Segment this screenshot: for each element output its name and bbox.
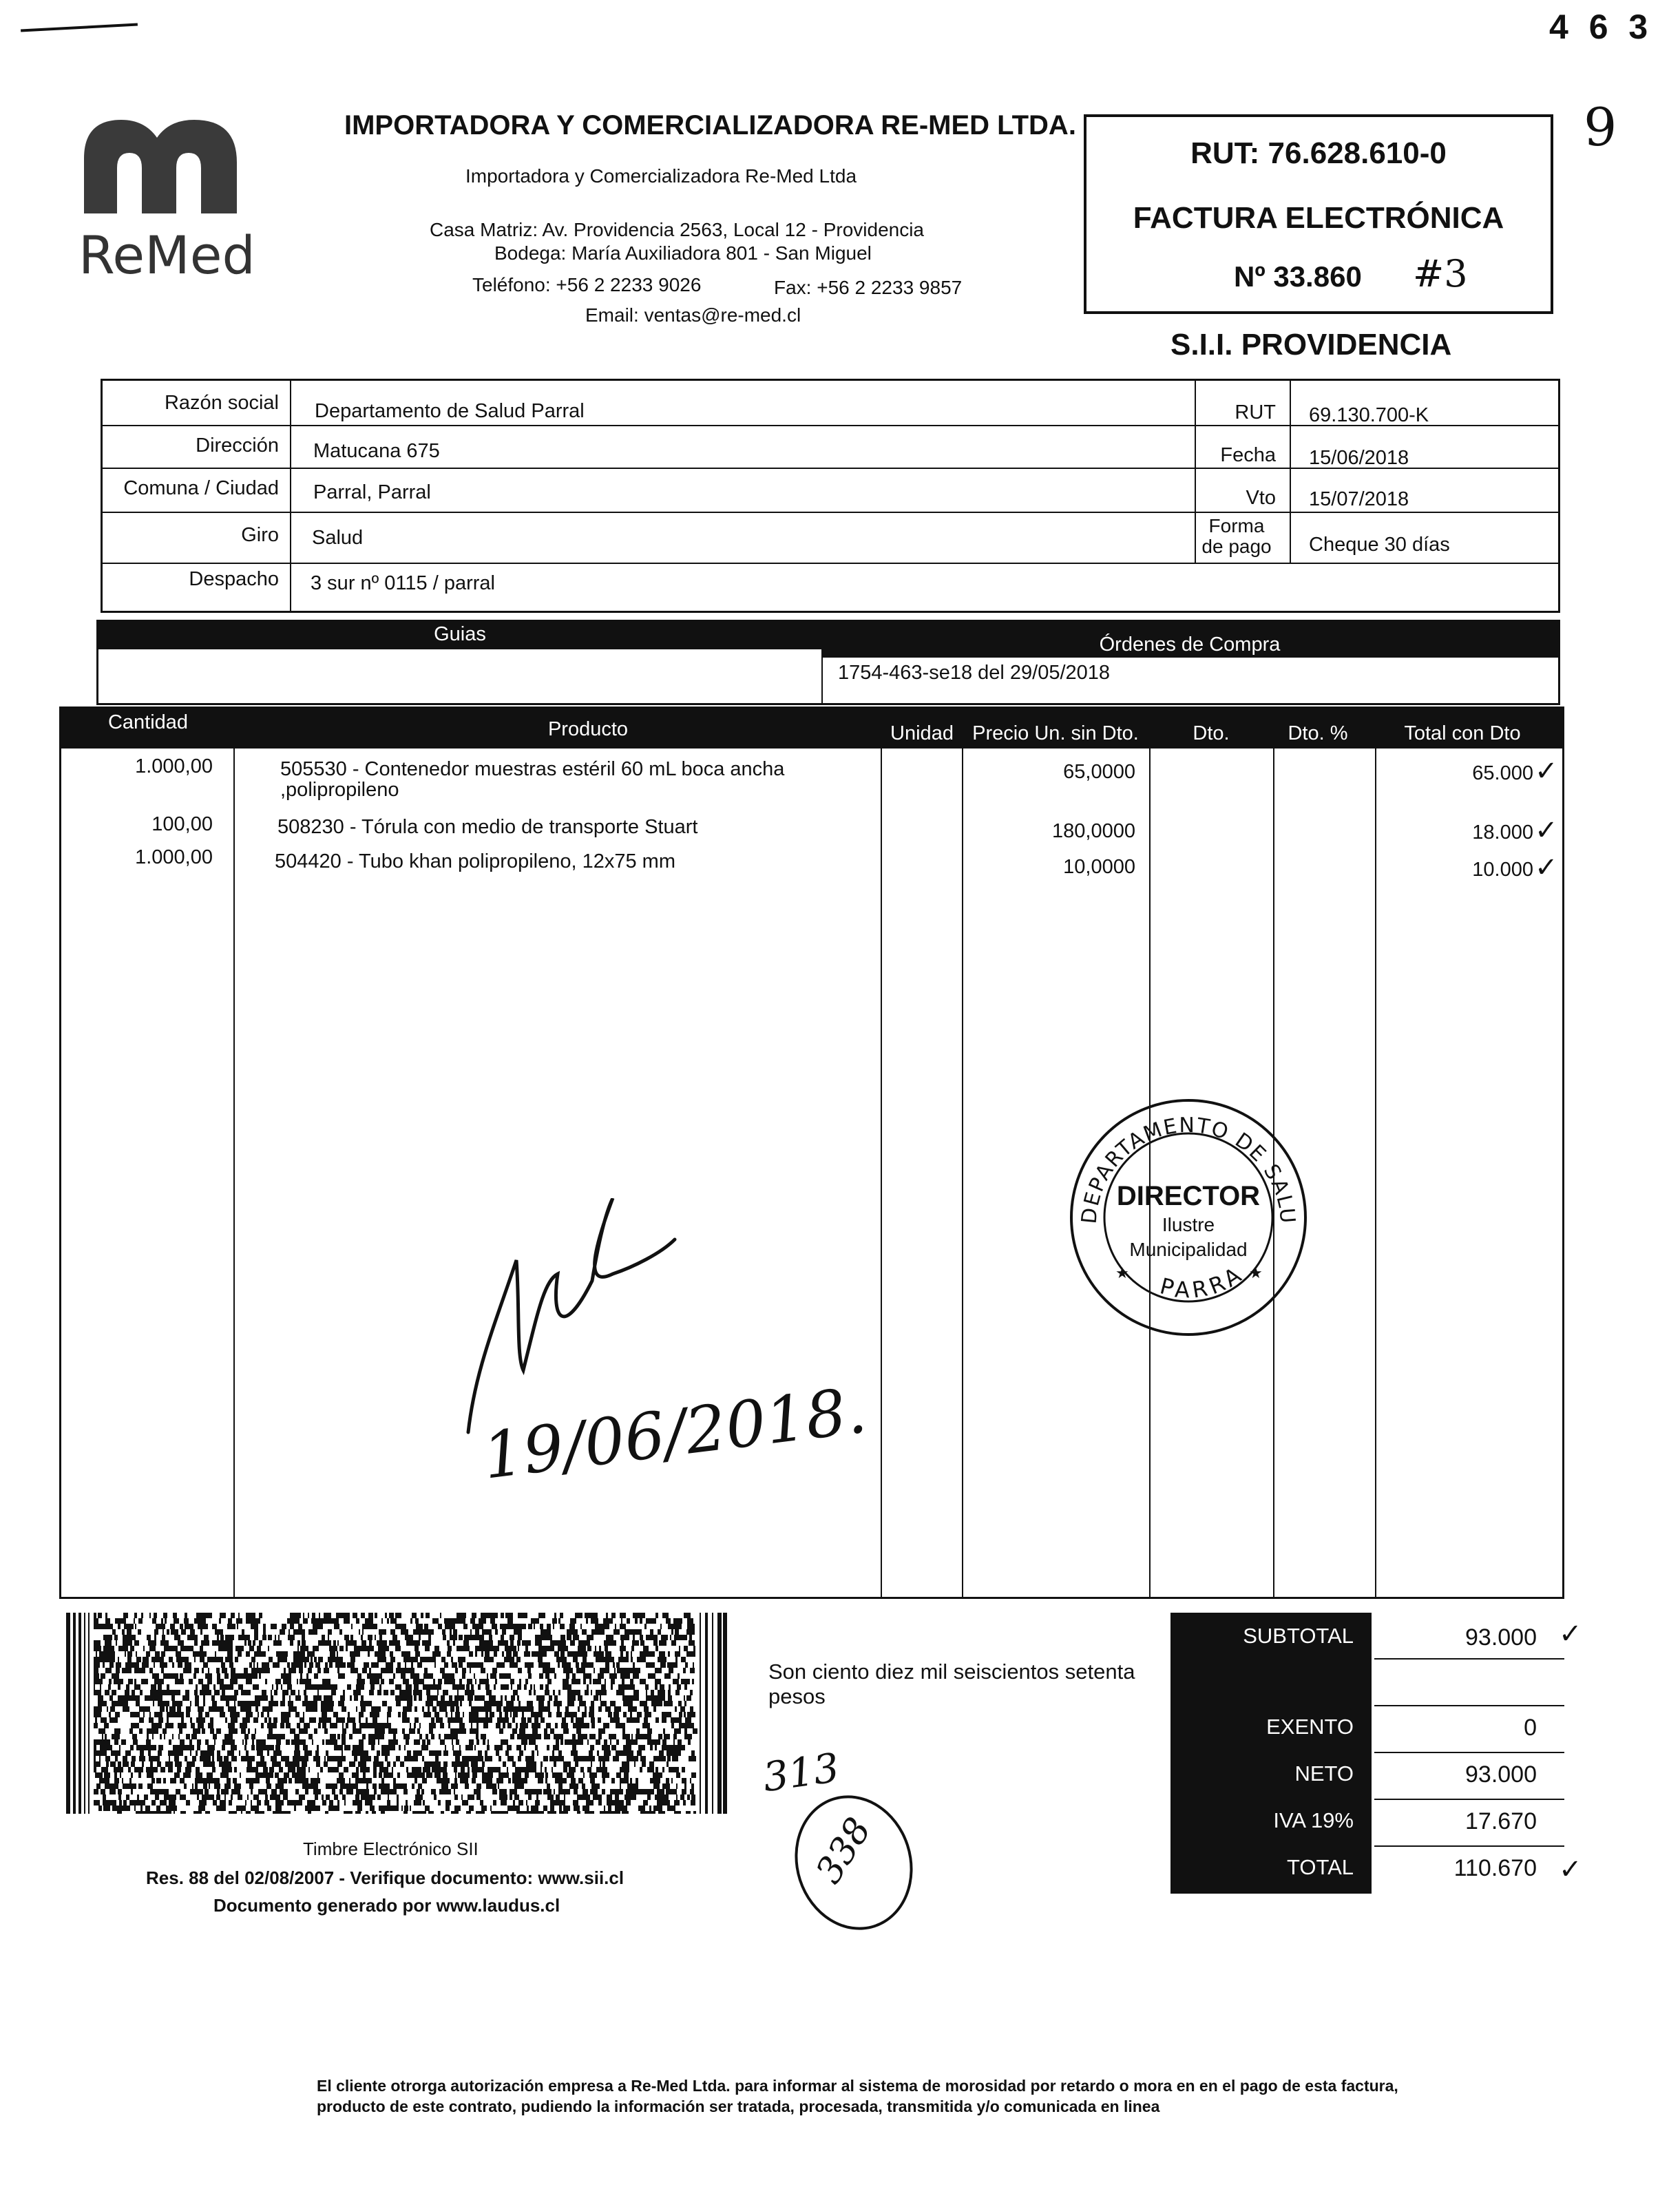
- handwritten-margin-mark: 9: [1584, 96, 1617, 158]
- invoice-number: Nº 33.860: [1234, 260, 1362, 293]
- col-producto: Producto: [547, 718, 629, 740]
- direccion-label: Dirección: [196, 435, 279, 457]
- handwritten-date: 19/06/2018.: [479, 1373, 870, 1494]
- check-mark-icon: ✓: [1535, 756, 1558, 786]
- document-id-box: [1084, 114, 1553, 314]
- item-3-precio: 10,0000: [1063, 856, 1135, 878]
- client-rut-label: RUT: [1235, 401, 1276, 423]
- total-label: TOTAL: [1170, 1847, 1372, 1894]
- ordenes-header: Órdenes de Compra: [821, 622, 1558, 658]
- stamp-center-line3: Municipalidad: [1129, 1239, 1248, 1260]
- check-mark-icon: ✓: [1535, 852, 1558, 883]
- orden-compra-value: 1754-463-se18 del 29/05/2018: [838, 662, 1111, 684]
- svg-text:★: ★: [1115, 1264, 1129, 1281]
- col-cantidad: Cantidad: [107, 711, 189, 733]
- margin-dash: [21, 23, 138, 32]
- item-1-cantidad: 1.000,00: [135, 755, 213, 777]
- stamp-center-line2: Ilustre: [1162, 1214, 1215, 1235]
- handwritten-circled-note: [778, 1780, 930, 1945]
- company-address-warehouse: Bodega: María Auxiliadora 801 - San Miguel: [494, 242, 872, 264]
- col-unidad: Unidad: [890, 722, 954, 744]
- company-subname: Importadora y Comercializadora Re-Med Ltda: [465, 165, 857, 187]
- col-dto-pct: Dto. %: [1288, 722, 1348, 744]
- totals-row-neto: [1170, 1753, 1564, 1800]
- fecha-value: 15/06/2018: [1309, 447, 1409, 469]
- electronic-stamp-barcode: [66, 1613, 727, 1814]
- totals-row-subtotal: [1170, 1613, 1564, 1660]
- item-2-total: 18.000: [1472, 821, 1533, 844]
- timbre-line1: Timbre Electrónico SII: [303, 1839, 479, 1859]
- fecha-label: Fecha: [1220, 444, 1276, 466]
- item-1-total: 65.000: [1472, 762, 1533, 784]
- stamp-bottom-arc: PARRA: [1157, 1259, 1250, 1304]
- total-value: 110.670: [1453, 1855, 1537, 1881]
- item-3-cantidad: 1.000,00: [135, 846, 213, 868]
- totals-row-iva: [1170, 1800, 1564, 1847]
- references-box: [96, 620, 1560, 705]
- col-total: Total con Dto: [1404, 722, 1521, 744]
- company-logo: [76, 110, 255, 289]
- page-number: 4 6 3: [1549, 8, 1654, 46]
- comuna-value: Parral, Parral: [313, 481, 431, 503]
- document-type: FACTURA ELECTRÓNICA: [1133, 201, 1504, 235]
- timbre-line2: Res. 88 del 02/08/2007 - Verifique documento: www.sii.cl: [146, 1867, 624, 1888]
- item-3-total: 10.000: [1472, 859, 1533, 881]
- razon-social-label: Razón social: [164, 392, 279, 414]
- razon-social-value: Departamento de Salud Parral: [315, 400, 585, 422]
- handwritten-ref: #3: [1413, 252, 1468, 295]
- despacho-label: Despacho: [189, 568, 279, 590]
- official-stamp: [1064, 1093, 1312, 1341]
- item-1-producto: 505530 - Contenedor muestras estéril 60 mL boca ancha: [280, 758, 785, 780]
- items-table: [59, 706, 1564, 1599]
- totals-row-exento: [1170, 1706, 1564, 1753]
- legal-disclaimer: [317, 2075, 1398, 2117]
- company-phone: Teléfono: +56 2 2233 9026: [472, 274, 702, 295]
- amount-in-words: Son ciento diez mil seiscientos setenta pesos: [768, 1660, 1135, 1708]
- check-mark-icon: ✓: [1559, 1619, 1582, 1649]
- timbre-line3: Documento generado por www.laudus.cl: [213, 1895, 560, 1916]
- giro-label: Giro: [241, 524, 279, 546]
- disclaimer-line1: El cliente otrorga autorización empresa a Re-Med Ltda. para informar al sistema de morosidad por retardo o mora en en el pago de esta factura,: [317, 2077, 1398, 2095]
- giro-value: Salud: [312, 527, 364, 549]
- item-2-producto: 508230 - Tórula con medio de transporte Stuart: [277, 816, 698, 838]
- item-2-precio: 180,0000: [1052, 820, 1135, 842]
- forma-pago-label-line1: Forma: [1208, 515, 1265, 536]
- check-mark-icon: ✓: [1535, 815, 1558, 846]
- company-name: IMPORTADORA Y COMERCIALIZADORA RE-MED LTDA.: [344, 110, 1076, 140]
- vto-label: Vto: [1246, 487, 1276, 509]
- totals-blank-value: [1374, 1660, 1564, 1706]
- totals-blank-label: [1170, 1660, 1372, 1706]
- logo-text: ReMed: [78, 224, 255, 286]
- company-address-main: Casa Matriz: Av. Providencia 2563, Local 12 - Providencia: [430, 219, 925, 240]
- iva-value: 17.670: [1374, 1800, 1564, 1847]
- svg-text:★: ★: [1249, 1264, 1263, 1281]
- exento-value: 0: [1374, 1706, 1564, 1753]
- totals-row-blank: [1170, 1660, 1564, 1706]
- company-fax: Fax: +56 2 2233 9857: [774, 277, 963, 298]
- col-precio: Precio Un. sin Dto.: [972, 722, 1139, 744]
- direccion-value: Matucana 675: [313, 440, 440, 462]
- item-3-producto: 504420 - Tubo khan polipropileno, 12x75 mm: [275, 850, 675, 872]
- item-2-cantidad: 100,00: [151, 813, 213, 835]
- vto-value: 15/07/2018: [1309, 488, 1409, 510]
- client-rut-value: 69.130.700-K: [1309, 404, 1429, 426]
- comuna-label: Comuna / Ciudad: [123, 477, 279, 499]
- stamp-top-arc: DEPARTAMENTO DE SALU: [1077, 1113, 1300, 1226]
- client-info-box: [101, 379, 1560, 613]
- subtotal-label: SUBTOTAL: [1170, 1613, 1372, 1660]
- disclaimer-line2: producto de este contrato, pudiendo la información ser tratada, procesada, transmitida y/o comunicada en linea: [317, 2097, 1160, 2115]
- item-1-producto-cont: ,polipropileno: [280, 779, 399, 801]
- totals-box: [1170, 1613, 1564, 1894]
- totals-row-total: [1170, 1847, 1564, 1894]
- forma-pago-label-line2: de pago: [1201, 536, 1272, 557]
- sii-office: S.I.I. PROVIDENCIA: [1170, 328, 1452, 362]
- despacho-value: 3 sur nº 0115 / parral: [311, 572, 495, 594]
- stamp-center-line1: DIRECTOR: [1116, 1181, 1261, 1211]
- check-mark-icon: ✓: [1559, 1854, 1582, 1885]
- exento-label: EXENTO: [1170, 1706, 1372, 1753]
- handwritten-note-2: 338: [808, 1810, 880, 1891]
- neto-value: 93.000: [1374, 1753, 1564, 1800]
- item-1-precio: 65,0000: [1063, 761, 1135, 783]
- handwritten-note-1: 313: [759, 1744, 842, 1801]
- stamp-seal-icon: [1064, 1093, 1312, 1341]
- guias-header: Guias: [98, 622, 821, 649]
- forma-pago-value: Cheque 30 días: [1309, 534, 1450, 556]
- issuer-rut: RUT: 76.628.610-0: [1190, 136, 1447, 170]
- company-email: Email: ventas@re-med.cl: [585, 304, 801, 326]
- subtotal-value: 93.000: [1374, 1613, 1564, 1660]
- neto-label: NETO: [1170, 1753, 1372, 1800]
- forma-pago-label: [1197, 516, 1276, 557]
- col-dto: Dto.: [1193, 722, 1230, 744]
- iva-label: IVA 19%: [1170, 1800, 1372, 1847]
- pdf417-barcode-icon: [66, 1613, 727, 1814]
